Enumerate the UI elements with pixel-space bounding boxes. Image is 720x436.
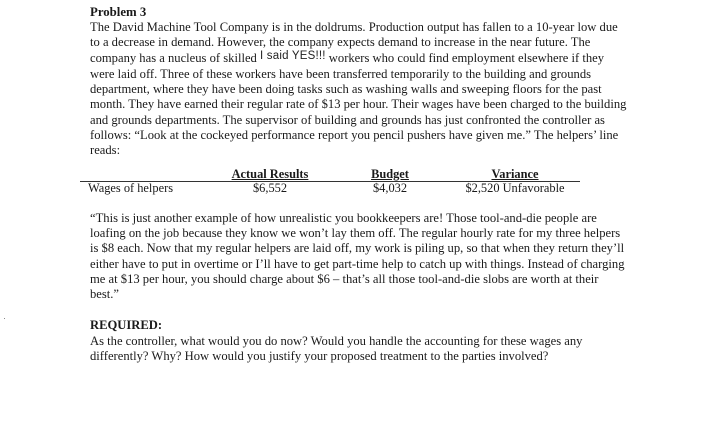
required-heading: REQUIRED:: [90, 318, 163, 333]
intro-text-start: The David Machine Tool Company is in the doldrums. Production output has fallen to a 10-year low due to a decrease in demand. However, the company expects demand to increase in the near future. The company has a nucleus of skilled: [90, 20, 618, 65]
required-text: As the controller, what would you do now? Would you handle the accounting for these wages any differently? Why? How would you justify your proposed treatment to the parties involved?: [90, 333, 583, 364]
problem-title: Problem 3: [90, 5, 147, 19]
header-budget: Budget: [330, 168, 450, 182]
document-page: [90, 4, 630, 364]
handwritten-overlay: I said YES!!!: [259, 49, 326, 62]
cell-actual: $6,552: [252, 180, 288, 195]
header-blank: [80, 168, 210, 182]
stray-dot: [4, 318, 5, 319]
intro-paragraph: [90, 20, 630, 159]
table-header-row: [80, 168, 580, 182]
row-label: Wages of helpers: [88, 180, 174, 195]
supervisor-quote: “This is just another example of how unrealistic you bookkeepers are! Those tool-and-die people are loafing on the job because they know we won’t lay them off. The regular hourly rate for my three helpers is $8 each. Now that my regular helpers are laid off, my work is piling up, so that when they return they’ll either have to put in overtime or I’ll have to get part-time help to catch up with things. Instead of charging me at $13 per hour, you should charge about $6 – that’s all those tool-and-die slobs are worth at their best.”: [90, 210, 625, 302]
performance-report-table: [80, 168, 580, 195]
header-actual-results: Actual Results: [210, 168, 330, 182]
table-row: [80, 181, 580, 195]
header-variance: Variance: [450, 168, 580, 182]
intro-text-end: workers who could find employment elsewhere if they were laid off. Three of these workers have been transferred temporarily to the building and grounds department, where they have been doing tasks such as washing walls and sweeping floors for the past month. They have earned their regular rate of $13 per hour. Their wages have been charged to the building and grounds departments. The supervisor of building and grounds has just confronted the controller as follows: “Look at the cockeyed performance report you pencil pushers have given me.” The helpers’ line reads:: [90, 50, 627, 158]
cell-budget: $4,032: [372, 180, 408, 195]
cell-variance: $2,520 Unfavorable: [465, 180, 565, 195]
